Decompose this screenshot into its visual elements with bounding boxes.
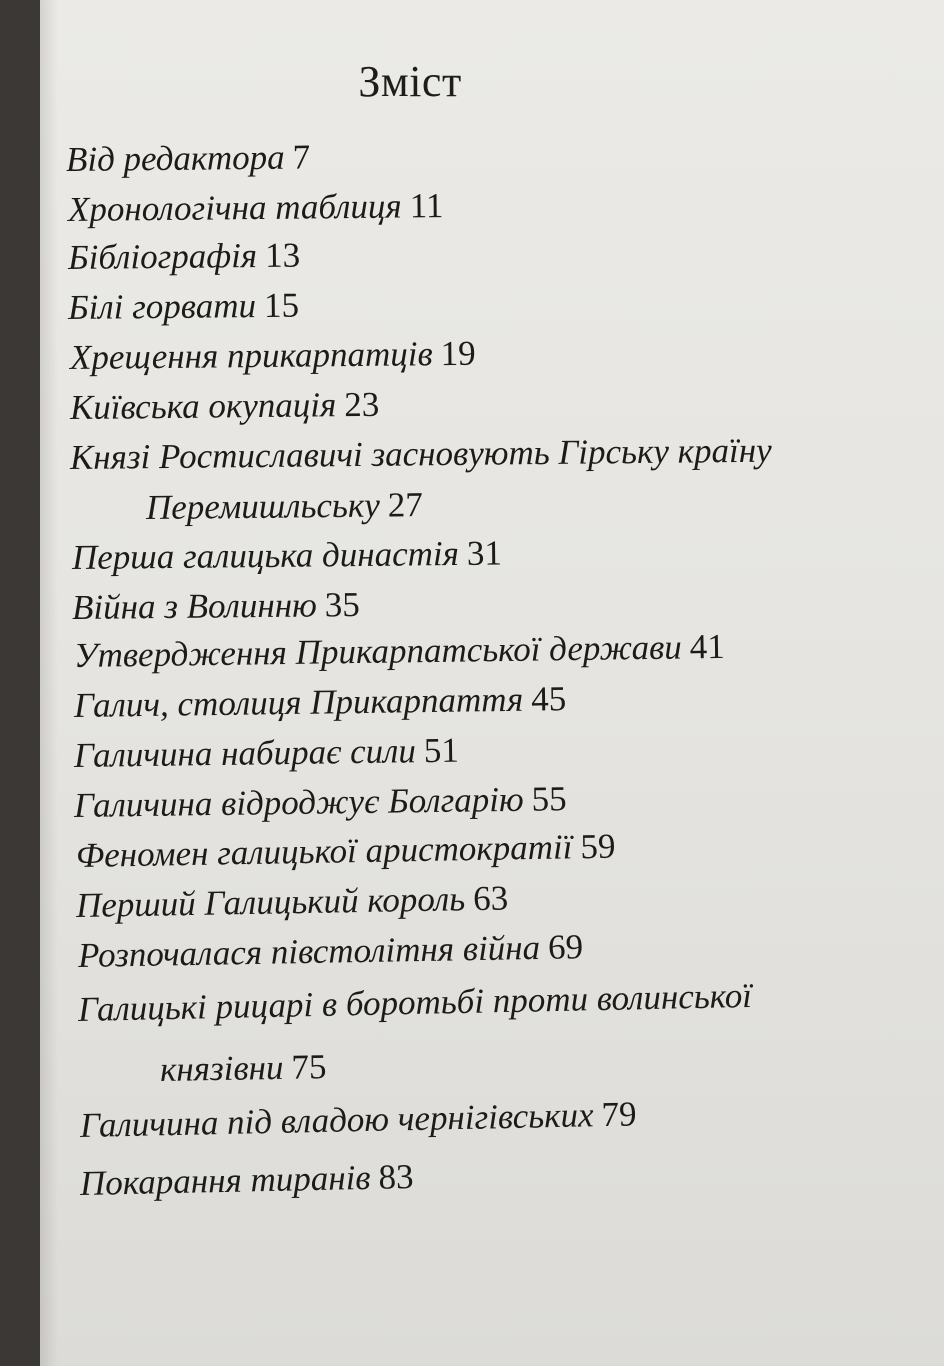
toc-entry-title: Війна з Волинню bbox=[71, 585, 317, 627]
toc-entry bbox=[80, 1094, 637, 1146]
toc-entry-page: 35 bbox=[324, 584, 360, 625]
toc-entry-page: 51 bbox=[423, 730, 460, 771]
toc-entry bbox=[70, 334, 476, 378]
toc-entry-title: Феномен галицької аристократії bbox=[75, 827, 573, 875]
toc-entry bbox=[68, 236, 300, 278]
toc-entry-title: Перша галицька династія bbox=[71, 533, 460, 577]
toc-entry-title: князівни bbox=[159, 1047, 284, 1089]
toc-entry bbox=[74, 679, 567, 726]
toc-entry-title: Галичина набирає сили bbox=[73, 731, 417, 775]
toc-entry-title: Від редактора bbox=[65, 137, 285, 179]
toc-entry-page: 31 bbox=[466, 533, 503, 573]
toc-entry-page: 13 bbox=[264, 235, 301, 275]
toc-entry-title: Київська окупація bbox=[69, 385, 337, 427]
toc-entry-title: Галицькі рицарі в боротьбі проти волинської bbox=[77, 975, 753, 1029]
toc-entry-page: 55 bbox=[531, 779, 567, 819]
toc-entry-page: 7 bbox=[292, 137, 311, 177]
toc-entry bbox=[68, 186, 444, 230]
toc-entry-page: 63 bbox=[472, 878, 509, 919]
toc-entry-page: 79 bbox=[601, 1094, 637, 1135]
toc-entry-page: 69 bbox=[547, 927, 584, 967]
toc-entry-page: 41 bbox=[689, 626, 725, 667]
toc-entry-title: Утвердження Прикарпатської держави bbox=[73, 627, 683, 675]
toc-entry bbox=[68, 286, 299, 328]
toc-entry-title: Хронологічна таблиця bbox=[67, 186, 402, 229]
toc-entry bbox=[70, 385, 380, 428]
toc-entry-title: Хрещення прикарпатців bbox=[69, 334, 433, 377]
toc-entry bbox=[146, 485, 423, 528]
toc-entry bbox=[80, 1157, 414, 1204]
toc-entry bbox=[160, 1047, 327, 1090]
toc-entry-page: 59 bbox=[580, 826, 616, 867]
page-title: Зміст bbox=[358, 57, 462, 106]
toc-entry-title: Бібліографія bbox=[67, 236, 258, 277]
book-page bbox=[40, 0, 944, 1366]
toc-entry bbox=[72, 533, 502, 578]
toc-entry-title: Галич, столиця Прикарпаття bbox=[73, 679, 524, 725]
toc-entry-title: Покарання тиранів bbox=[79, 1157, 371, 1203]
toc-entry bbox=[74, 779, 567, 826]
toc-entry bbox=[78, 976, 761, 1030]
toc-entry-title: Галичина під владою чернігівських bbox=[79, 1095, 594, 1145]
toc-entry bbox=[70, 431, 780, 478]
toc-entry-page: 45 bbox=[530, 679, 567, 719]
toc-entry-title: Князі Ростиславичі засновують Гірську країну bbox=[69, 430, 772, 477]
toc-entry-page: 23 bbox=[344, 384, 380, 425]
toc-entry bbox=[74, 627, 725, 676]
toc-entry bbox=[66, 137, 311, 180]
toc-entry-page: 19 bbox=[440, 333, 476, 374]
toc-entry bbox=[72, 585, 360, 628]
toc-entry-page: 15 bbox=[263, 285, 300, 325]
toc-entry-title: Розпочалася півстолітня війна bbox=[77, 927, 541, 975]
toc-entry-title: Перший Галицький король bbox=[75, 879, 466, 925]
toc-entry-page: 75 bbox=[291, 1047, 327, 1087]
toc-entry-page: 27 bbox=[387, 485, 423, 525]
toc-entry-page: 83 bbox=[378, 1157, 414, 1197]
toc-entry bbox=[78, 927, 584, 976]
table-of-contents bbox=[40, 0, 944, 1366]
toc-entry bbox=[74, 731, 459, 776]
toc-entry-page bbox=[760, 976, 761, 1015]
toc-entry bbox=[76, 878, 509, 926]
toc-entry-page: 11 bbox=[409, 186, 444, 226]
toc-entry-title: Білі горвати bbox=[67, 286, 257, 327]
toc-entry-title: Галичина відроджує Болгарію bbox=[73, 779, 524, 825]
toc-entry-title: Перемишльську bbox=[145, 485, 380, 527]
toc-entry bbox=[76, 827, 616, 876]
